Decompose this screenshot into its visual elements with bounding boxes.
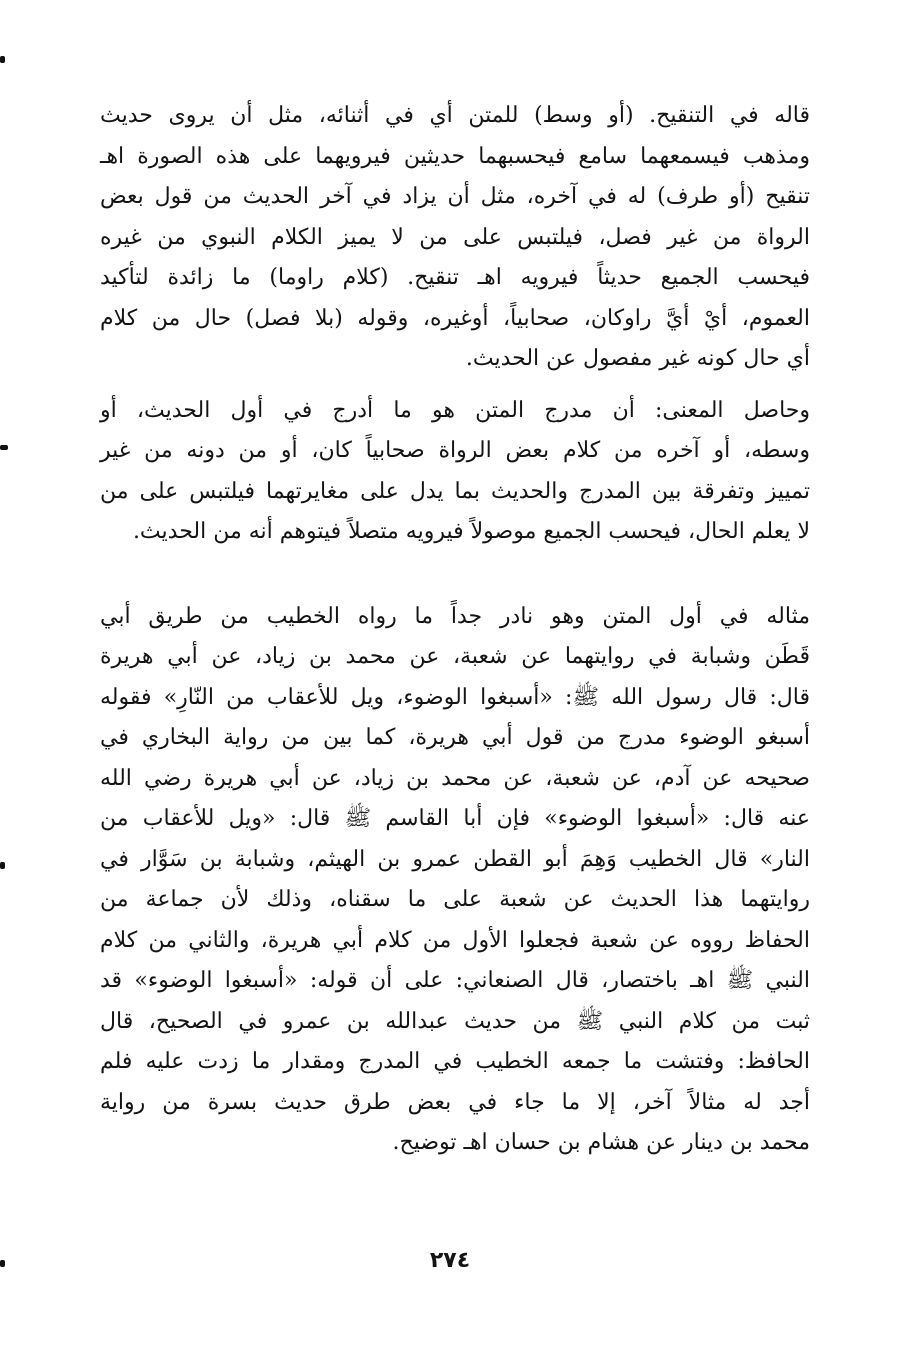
- paragraph-3: [100, 597, 810, 1164]
- text-line: ثبت من كلام النبي ﷺ من حديث عبدالله بن عمرو في الصحيح، قال: [100, 1008, 810, 1034]
- text-line: روايتهما هذا الحديث عن شعبة على ما سقناه، وذلك لأن جماعة من: [100, 887, 810, 912]
- paragraph-1: [100, 96, 810, 380]
- text-line: الحافظ: وفتشت ما جمعه الخطيب في المدرج ومقدار ما زدت عليه فلم: [100, 1049, 810, 1074]
- scan-edge-mark: [0, 445, 8, 450]
- text-line: أجد له مثالاً آخر، إلا ما جاء في بعض طرق حديث بسرة من رواية: [100, 1089, 810, 1115]
- text-line: ومذهب فيسمعهما سامع فيحسبهما حديثين فيرويهما على هذه الصورة اهـ: [100, 143, 810, 169]
- text-line: وحاصل المعنى: أن مدرج المتن هو ما أدرج في أول الحديث، أو: [100, 397, 810, 423]
- text-line: العموم، أيْ أيَّ راوكان، صحابياً، أوغيره، وقوله (بلا فصل) حال من كلام: [100, 305, 810, 331]
- text-line: صحيحه عن آدم، عن شعبة، عن محمد بن زياد، عن أبي هريرة رضي الله: [100, 765, 810, 791]
- text-line: فيحسب الجميع حديثاً فيرويه اهـ تنقيح. (كلام راوما) ما زائدة لتأكيد: [100, 265, 810, 290]
- text-line: النار» قال الخطيب وَهِمَ أبو القطن عمرو بن الهيثم، وشبابة بن سَوَّار في: [100, 846, 810, 872]
- text-line: قاله في التنقيح. (أو وسط) للمتن أي في أثنائه، مثل أن يروى حديث: [100, 103, 810, 128]
- text-line: قَطَن وشبابة في روايتهما عن شعبة، عن محمد بن زياد، عن أبي هريرة: [100, 644, 810, 669]
- scan-edge-mark: [0, 56, 5, 63]
- text-line: قال: قال رسول الله ﷺ: «أسبغوا الوضوء، ويل للأعقاب من النّارِ» فقوله: [100, 684, 810, 710]
- paragraph-2: [100, 391, 810, 553]
- text-line: أسبغو الوضوء مدرج من قول أبي هريرة، كما بين من رواية البخاري في: [100, 725, 810, 750]
- text-line: الحفاظ رووه عن شعبة فجعلوا الأول من كلام أبي هريرة، والثاني من كلام: [100, 927, 810, 953]
- text-line: أي حال كونه غير مفصول عن الحديث.: [465, 346, 810, 371]
- text-line: وسطه، أو آخره من كلام بعض الرواة صحابياً كان، أو من دونه من غير: [100, 438, 810, 463]
- text-line: محمد بن دينار عن هشام بن حسان اهـ توضيح.: [392, 1130, 810, 1155]
- text-line: لا يعلم الحال، فيحسب الجميع موصولاً فيرويه متصلاً فيتوهم أنه من الحديث.: [132, 519, 810, 544]
- text-line: النبي ﷺ اهـ باختصار، قال الصنعاني: على أن قوله: «أسبغوا الوضوء» قد: [100, 968, 810, 993]
- page-number: ٢٧٤: [429, 1248, 471, 1273]
- text-line: عنه قال: «أسبغوا الوضوء» فإن أبا القاسم ﷺ قال: «ويل للأعقاب من: [100, 806, 810, 831]
- page-body: [100, 96, 810, 1164]
- scan-edge-mark: [0, 862, 5, 869]
- text-line: تمييز وتفرقة بين المدرج والحديث بما يدل على مغايرتهما فيلتبس على من: [100, 478, 810, 504]
- text-line: تنقيح (أو طرف) له في آخره، مثل أن يزاد في آخر الحديث من قول بعض: [100, 184, 810, 209]
- text-line: مثاله في أول المتن وهو نادر جداً ما رواه الخطيب من طريق أبي: [100, 603, 810, 629]
- text-line: الرواة من غير فصل، فيلتبس على من لا يميز الكلام النبوي من غيره: [100, 224, 810, 250]
